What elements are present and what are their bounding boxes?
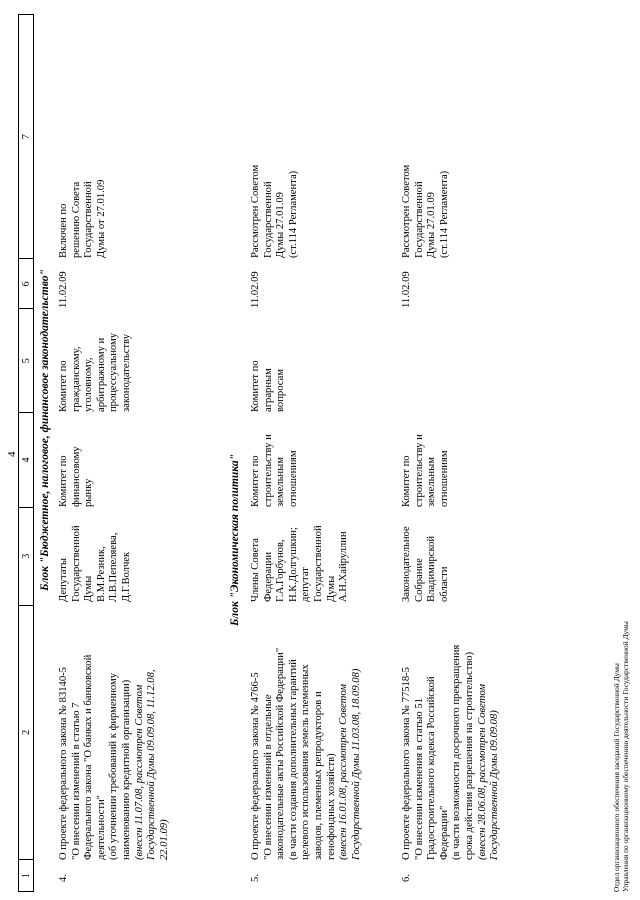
- description-note-line: 22.01.09): [158, 819, 170, 860]
- row-responsible-committee-line: строительству и: [413, 434, 425, 507]
- row-status: [401, 148, 451, 258]
- column-header-3: 3: [19, 507, 33, 605]
- column-header-7: 7: [20, 134, 32, 140]
- row-initiator-line: Законодательное: [401, 526, 412, 602]
- row-status: [58, 148, 108, 258]
- row-initiator-line: Владимирской: [426, 535, 438, 602]
- row-initiator-line: Л.В.Пепеляева,: [108, 532, 120, 602]
- row-status-line: Государственной: [83, 181, 95, 258]
- column-header-6: 6: [19, 258, 33, 308]
- row-responsible-committee: [58, 417, 96, 507]
- description-note-line: Государственной Думы 11.03.08, 18.09.08): [350, 668, 362, 860]
- row-number: 4.: [58, 874, 69, 882]
- row-co-committee-line: законодательству: [120, 334, 132, 412]
- description-note-line: Государственной Думы 09.09.08, 11.12.08,: [146, 669, 158, 860]
- row-description: [250, 610, 363, 860]
- row-status-line: Рассмотрен Советом: [401, 164, 412, 258]
- footer: [612, 621, 630, 892]
- row-co-committee-line: уголовному,: [83, 357, 95, 412]
- row-initiator-line: Собрание: [413, 558, 425, 602]
- row-initiator: [401, 514, 451, 602]
- row-date: 11.02.09: [250, 271, 261, 308]
- row-responsible-committee-line: финансовому: [70, 446, 82, 507]
- row-status-line: Государственной: [262, 181, 274, 258]
- row-co-committee-line: аграрным: [262, 368, 274, 412]
- row-responsible-committee-line: земельным: [426, 457, 438, 507]
- row-responsible-committee-line: Комитет по: [250, 455, 261, 507]
- row-status-line: Рассмотрен Советом: [250, 164, 261, 258]
- description-line: генофондных хозяйств): [325, 753, 337, 860]
- description-line: "О внесении изменений в отдельные: [262, 694, 274, 860]
- row-status: [250, 148, 300, 258]
- row-co-committee: [250, 312, 288, 412]
- description-line: О проекте федерального закона № 4766-5: [250, 672, 261, 860]
- description-line: (в части возможности досрочного прекращения: [451, 644, 463, 860]
- description-line: наименованию кредитной организации): [120, 679, 132, 860]
- row-co-committee-line: вопросам: [275, 369, 287, 412]
- row-status-line: Включен по: [58, 203, 69, 258]
- row-responsible-committee-line: отношениям: [287, 450, 299, 507]
- row-status-line: Думы 27.01.09: [275, 192, 287, 258]
- description-line: деятельности": [95, 795, 107, 860]
- row-status-line: Думы от 27.01.09: [95, 179, 107, 258]
- rows-container: [0, 14, 640, 892]
- column-header-1: 1: [19, 859, 33, 891]
- row-initiator-line: В.М.Резник,: [95, 546, 107, 602]
- description-note-line: (внесен 11.07.08, рассмотрен Советом: [133, 684, 145, 860]
- row-co-committee-line: арбитражному и: [95, 337, 107, 412]
- description-line: (об уточнении требований к фирменному: [108, 673, 120, 860]
- row-initiator-line: депутат: [300, 567, 312, 602]
- description-line: Градостроительного кодекса Российской: [426, 676, 438, 860]
- row-date: 11.02.09: [401, 271, 412, 308]
- column-header-2: 2: [19, 605, 33, 859]
- row-initiator-line: Н.К.Долгушкин;: [287, 527, 299, 602]
- page-number: 4: [6, 451, 18, 457]
- description-line: О проекте федерального закона № 77518-5: [401, 667, 412, 860]
- row-co-committee: [58, 312, 134, 412]
- description-note-line: (внесен 28.06.08, рассмотрен Советом: [476, 684, 488, 860]
- row-co-committee-line: процессуальному: [108, 333, 120, 412]
- row-responsible-committee-line: Комитет по: [58, 455, 69, 507]
- row-initiator-line: области: [438, 566, 450, 602]
- description-line: срока действия разрешения на строительство): [463, 651, 475, 860]
- column-header-5: 5: [19, 308, 33, 412]
- description-line: Федерации": [438, 805, 450, 860]
- description-line: целевого использования земель племенных: [300, 664, 312, 860]
- row-responsible-committee-line: отношениям: [438, 450, 450, 507]
- description-line: заводов, племенных репродукторов и: [312, 691, 324, 860]
- row-responsible-committee-line: Комитет по: [401, 455, 412, 507]
- row-initiator-line: Государственной: [312, 525, 324, 602]
- row-co-committee-line: гражданскому,: [70, 346, 82, 412]
- row-description: [58, 610, 171, 860]
- column-header-4: 4: [19, 412, 33, 507]
- description-line: Федерального закона "О банках и банковской: [83, 654, 95, 860]
- row-co-committee-line: Комитет по: [58, 360, 69, 412]
- row-initiator-line: Депутаты: [58, 558, 69, 602]
- row-responsible-committee: [250, 417, 300, 507]
- row-responsible-committee-line: земельным: [275, 457, 287, 507]
- row-initiator: [58, 514, 134, 602]
- row-initiator-line: Думы: [83, 575, 95, 602]
- row-responsible-committee: [401, 417, 451, 507]
- row-date: 11.02.09: [58, 271, 69, 308]
- row-initiator-line: А.Н.Хайруллин: [338, 531, 350, 602]
- row-status-line: Думы 27.01.09: [426, 192, 438, 258]
- description-line: "О внесении изменений в статью 7: [70, 702, 82, 860]
- row-responsible-committee-line: рынку: [83, 478, 95, 507]
- row-number: 6.: [401, 874, 412, 882]
- row-status-line: Государственной: [413, 181, 425, 258]
- row-initiator-line: Думы: [325, 575, 337, 602]
- description-line: (в части создания дополнительных гарантий: [287, 659, 299, 860]
- row-initiator-line: Члены Совета: [250, 538, 261, 602]
- row-initiator-line: Государственной: [70, 525, 82, 602]
- description-note-line: Государственной Думы 09.09.08): [489, 710, 501, 860]
- row-responsible-committee-line: строительству и: [262, 434, 274, 507]
- description-note-line: (внесен 16.01.08, рассмотрен Советом: [338, 684, 350, 860]
- footer-line-1: Отдел организационного обеспечения заседаний Государственной Думы: [612, 663, 621, 892]
- block-title-budget: Блок "Бюджетное, налоговое, финансовое законодательство": [39, 269, 51, 591]
- footer-line-2: Управления по организационному обеспечению деятельности Государственной Думы: [621, 621, 630, 892]
- row-initiator-line: Г.А.Горбунов,: [275, 539, 287, 602]
- row-initiator-line: Федерации: [262, 551, 274, 602]
- description-line: О проекте федерального закона № 83140-5: [58, 667, 69, 860]
- row-description: [401, 610, 502, 860]
- description-line: законодательные акты Российской Федерации": [275, 647, 287, 860]
- row-initiator: [250, 514, 351, 602]
- row-status-line: (ст.114 Регламента): [438, 170, 450, 258]
- row-status-line: (ст.114 Регламента): [287, 170, 299, 258]
- row-status-line: решению Совета: [70, 181, 82, 258]
- description-line: "О внесении изменения в статью 51: [413, 698, 425, 860]
- block-title-economy: Блок "Экономическая политика": [229, 454, 241, 627]
- row-initiator-line: Д.Г.Волчек: [120, 551, 132, 602]
- row-number: 5.: [250, 874, 261, 882]
- row-co-committee-line: Комитет по: [250, 360, 261, 412]
